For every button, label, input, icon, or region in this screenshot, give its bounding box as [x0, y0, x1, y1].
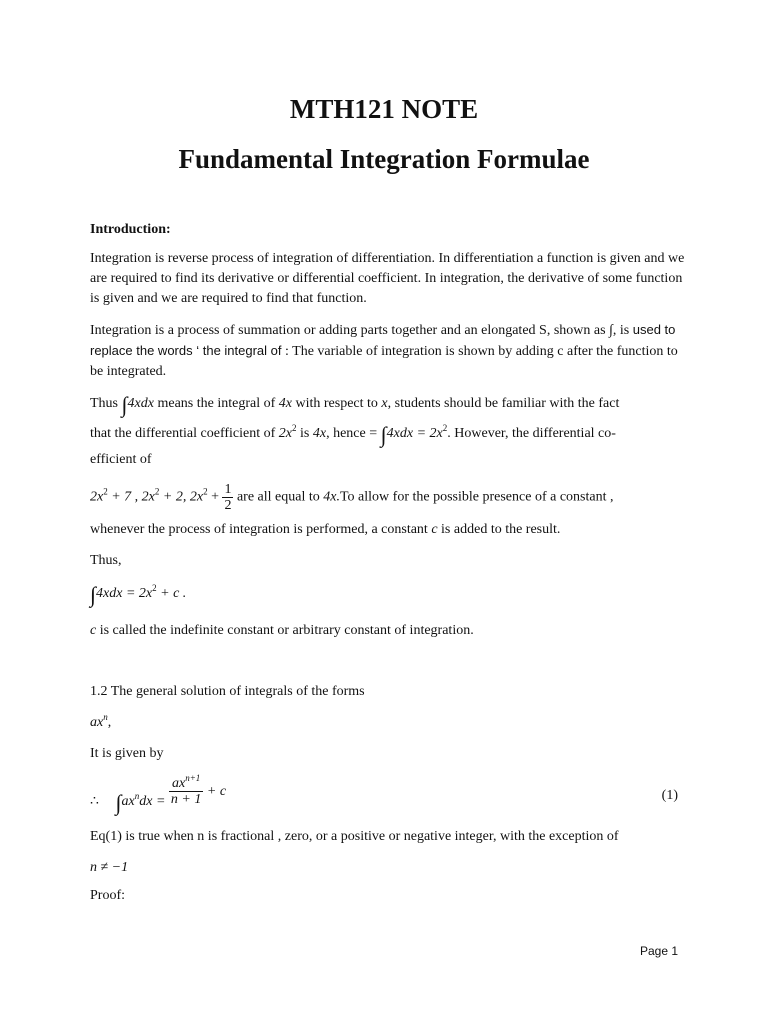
summation-text-c: used to replace the words ‘ the integral of — [90, 322, 676, 358]
eq1-lhs: ax — [121, 793, 135, 809]
exponent-n: n — [103, 712, 108, 722]
exponent-2e: 2 — [203, 486, 208, 497]
is-text: is — [300, 426, 310, 441]
expr-c: c — [431, 522, 438, 537]
equation-1 — [90, 773, 678, 816]
whenever-text: whenever the process of integration is performed, a constant — [90, 522, 428, 537]
allow-text: To allow for the possible presence of a constant , — [339, 489, 614, 505]
page-title: MTH121 NOTE — [289, 94, 479, 124]
exponent-2d: 2 — [154, 486, 160, 497]
expr-list-c: + 2, 2x — [162, 489, 204, 505]
coefficient-line — [90, 422, 690, 447]
given-line: It is given by — [90, 746, 164, 761]
summation-text-d: : The variable of integration is shown by adding c after the function to be integrated. — [90, 344, 678, 379]
expr-axn: ax — [90, 715, 104, 730]
expr-list-b: + 7 , 2x — [111, 489, 155, 505]
summation-paragraph — [90, 320, 690, 382]
expr-4xdx-2: 4xdx — [386, 426, 414, 441]
proof-label: Proof: — [90, 888, 125, 903]
integral-sign-2: ∫ — [380, 422, 387, 447]
integral-sign-4: ∫ — [115, 789, 122, 815]
fraction-numerator: 1 — [224, 482, 232, 497]
thus-word: Thus — [90, 396, 118, 411]
efficient-line: efficient of — [90, 452, 152, 467]
intro-heading: Introduction: — [90, 222, 171, 237]
expr-4x: 4x — [278, 396, 292, 411]
however-text: . However, the differential co- — [447, 426, 616, 441]
integral-sign-inline: ∫ — [609, 323, 613, 338]
expr-c-2: c — [90, 623, 97, 638]
hence-text: , hence = — [326, 426, 378, 441]
expr-x: x — [381, 396, 388, 411]
equation-number: (1) — [661, 788, 678, 803]
added-text: is added to the result. — [441, 522, 561, 537]
fraction-half — [222, 482, 233, 513]
c-called-text: is called the indefinite constant or arbitrary constant of integration. — [99, 623, 474, 638]
intro-paragraph: Integration is reverse process of integration of differentiation. In differentiation a function is given and we are required to find its derivative or differential coefficient. In integration, the derivative of some function is given and we are required to find that function. — [90, 251, 685, 306]
exponent-2b: 2 — [442, 423, 448, 433]
thus-line — [90, 392, 690, 417]
eq1-num: ax — [172, 776, 186, 791]
expr-equals-2x: = 2x — [416, 426, 443, 441]
that-text: that the differential coefficient of — [90, 426, 276, 441]
expr-4xdx: 4xdx — [127, 396, 154, 411]
eq1-plus-c: + c — [206, 783, 227, 799]
section-heading: 1.2 The general solution of integrals of the forms — [90, 684, 365, 699]
exception-expression: n ≠ −1 — [90, 860, 129, 875]
axn-line — [90, 713, 690, 733]
expr-2x: 2x — [278, 426, 293, 441]
wrt-text: with respect to — [295, 396, 378, 411]
integral-sign: ∫ — [121, 392, 128, 417]
expr-4x-2: 4x — [312, 426, 327, 441]
page-number: Page 1 — [640, 944, 679, 958]
expr-list-plus: + — [211, 489, 219, 505]
exponent-n-plus-1: n+1 — [185, 773, 201, 783]
fraction-denominator: 2 — [224, 498, 232, 513]
exponent-2: 2 — [292, 423, 297, 433]
eq1-fraction — [169, 773, 203, 807]
final-eq-b: + c . — [160, 586, 187, 601]
thus-comma-line: Thus, — [90, 553, 122, 568]
comma: , — [107, 715, 112, 730]
students-text: , students should be familiar with the fact — [387, 396, 620, 411]
exponent-n-2: n — [134, 790, 140, 801]
exponent-2c: 2 — [103, 486, 108, 497]
constant-line — [90, 520, 690, 540]
integral-sign-3: ∫ — [90, 582, 97, 607]
expr-list-a: 2x — [90, 489, 104, 505]
final-eq-a: 4xdx = 2x — [96, 586, 153, 601]
page-subtitle: Fundamental Integration Formulae — [178, 144, 590, 174]
eq1-fraction-numerator — [169, 773, 203, 792]
final-equation — [90, 582, 690, 607]
all-equal-text: are all equal to — [236, 489, 320, 505]
summation-text-b: , is — [612, 323, 630, 338]
expr-4x-dot: 4x. — [323, 489, 340, 505]
summation-text-a: Integration is a process of summation or adding parts together and an elongated S, shown as — [90, 323, 606, 338]
eq1-condition-line: Eq(1) is true when n is fractional , zero, or a positive or negative integer, with the exception of — [90, 829, 619, 844]
expression-list-line — [90, 482, 690, 513]
eq1-fraction-denominator: n + 1 — [170, 792, 202, 807]
therefore-symbol: ∴ — [90, 793, 99, 809]
eq1-dx: dx = — [139, 793, 166, 809]
means-text: means the integral of — [157, 396, 276, 411]
constant-definition-line — [90, 621, 690, 641]
exponent-2f: 2 — [152, 583, 157, 593]
